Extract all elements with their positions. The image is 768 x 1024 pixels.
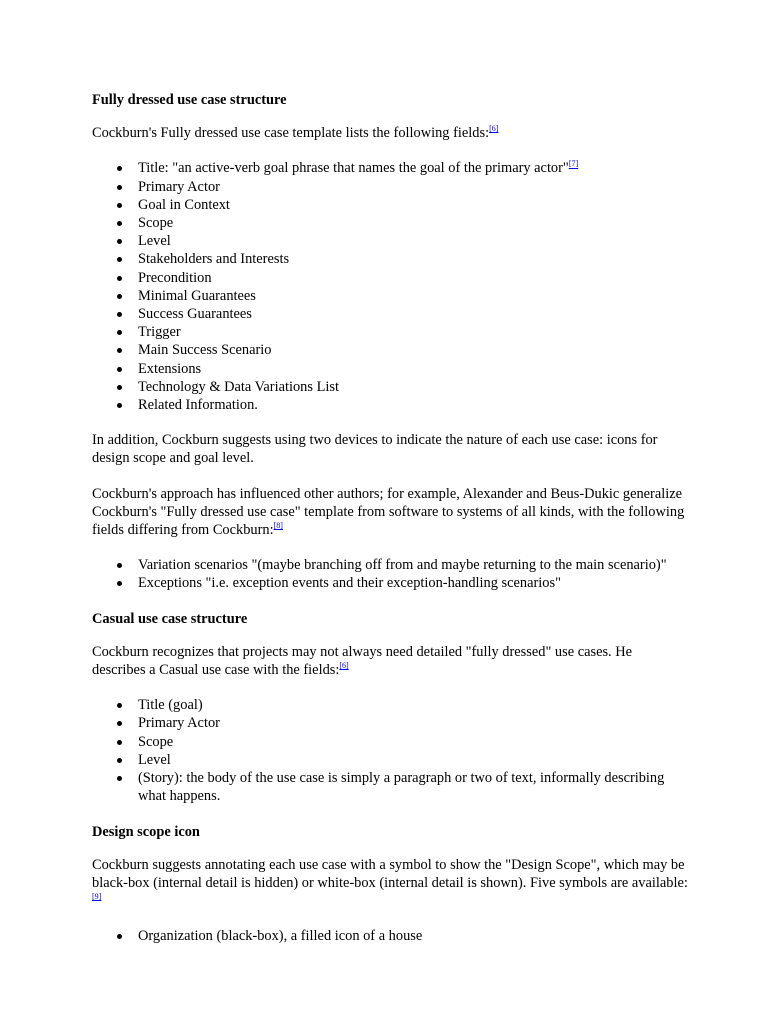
list-item: Primary Actor [138,714,688,732]
list-item: Technology & Data Variations List [138,378,688,396]
list-item: Title (goal) [138,696,688,714]
paragraph-devices: In addition, Cockburn suggests using two devices to indicate the nature of each use case: icons for design scope and goal level. [92,432,658,467]
list-item: Main Success Scenario [138,341,688,359]
design-scope-symbol-list [92,927,688,945]
reference-link-6[interactable]: [6] [489,124,499,134]
list-item: Goal in Context [138,196,688,214]
list-item: Stakeholders and Interests [138,250,688,268]
title-field-text: Title: "an active-verb goal phrase that names the goal of the primary actor" [138,160,569,177]
design-scope-intro-text: Cockburn suggests annotating each use case with a symbol to show the "Design Scope", which may be black-box (internal detail is hidden) or white-box (internal detail is shown). Five symbols are available: [92,856,688,891]
influence-text: Cockburn's approach has influenced other authors; for example, Alexander and Beus-Dukic generalize Cockburn's "Fully dressed use case" template from software to systems of all kinds, with the following fields differing from Cockburn: [92,485,685,539]
list-item: Related Information. [138,396,688,414]
list-item: (Story): the body of the use case is simply a paragraph or two of text, informally describing what happens. [138,769,688,805]
casual-intro-text: Cockburn recognizes that projects may not always need detailed "fully dressed" use cases. He describes a Casual use case with the fields: [92,643,633,679]
list-item: Scope [138,214,688,232]
list-item: Scope [138,733,688,751]
reference-link-6-second[interactable]: [6] [339,661,349,671]
list-item: Exceptions "i.e. exception events and their exception-handling scenarios" [138,574,688,592]
list-item: Trigger [138,323,688,341]
list-item: Organization (black-box), a filled icon of a house [138,927,688,945]
differing-field-list [92,556,688,592]
reference-link-8[interactable]: [8] [273,521,283,531]
paragraph-fully-dressed-intro [92,124,688,142]
list-item: Success Guarantees [138,305,688,323]
reference-link-9[interactable]: [9] [92,892,102,902]
list-item: Minimal Guarantees [138,287,688,305]
heading-casual: Casual use case structure [92,610,248,627]
paragraph-influence [92,485,688,540]
heading-design-scope: Design scope icon [92,823,200,840]
list-item: Variation scenarios "(maybe branching off from and maybe returning to the main scenario)" [138,556,688,574]
list-item: Level [138,751,688,769]
list-item: Precondition [138,269,688,287]
paragraph-design-scope-intro [92,856,688,911]
fully-dressed-field-list [92,159,688,414]
paragraph-casual-intro [92,643,688,679]
casual-field-list [92,696,688,805]
heading-fully-dressed: Fully dressed use case structure [92,92,287,108]
list-item: Level [138,232,688,250]
fully-dressed-intro-text: Cockburn's Fully dressed use case template lists the following fields: [92,125,490,142]
list-item: Extensions [138,360,688,378]
reference-link-7[interactable]: [7] [568,159,579,169]
list-item: Primary Actor [138,178,688,196]
list-item [138,159,688,177]
